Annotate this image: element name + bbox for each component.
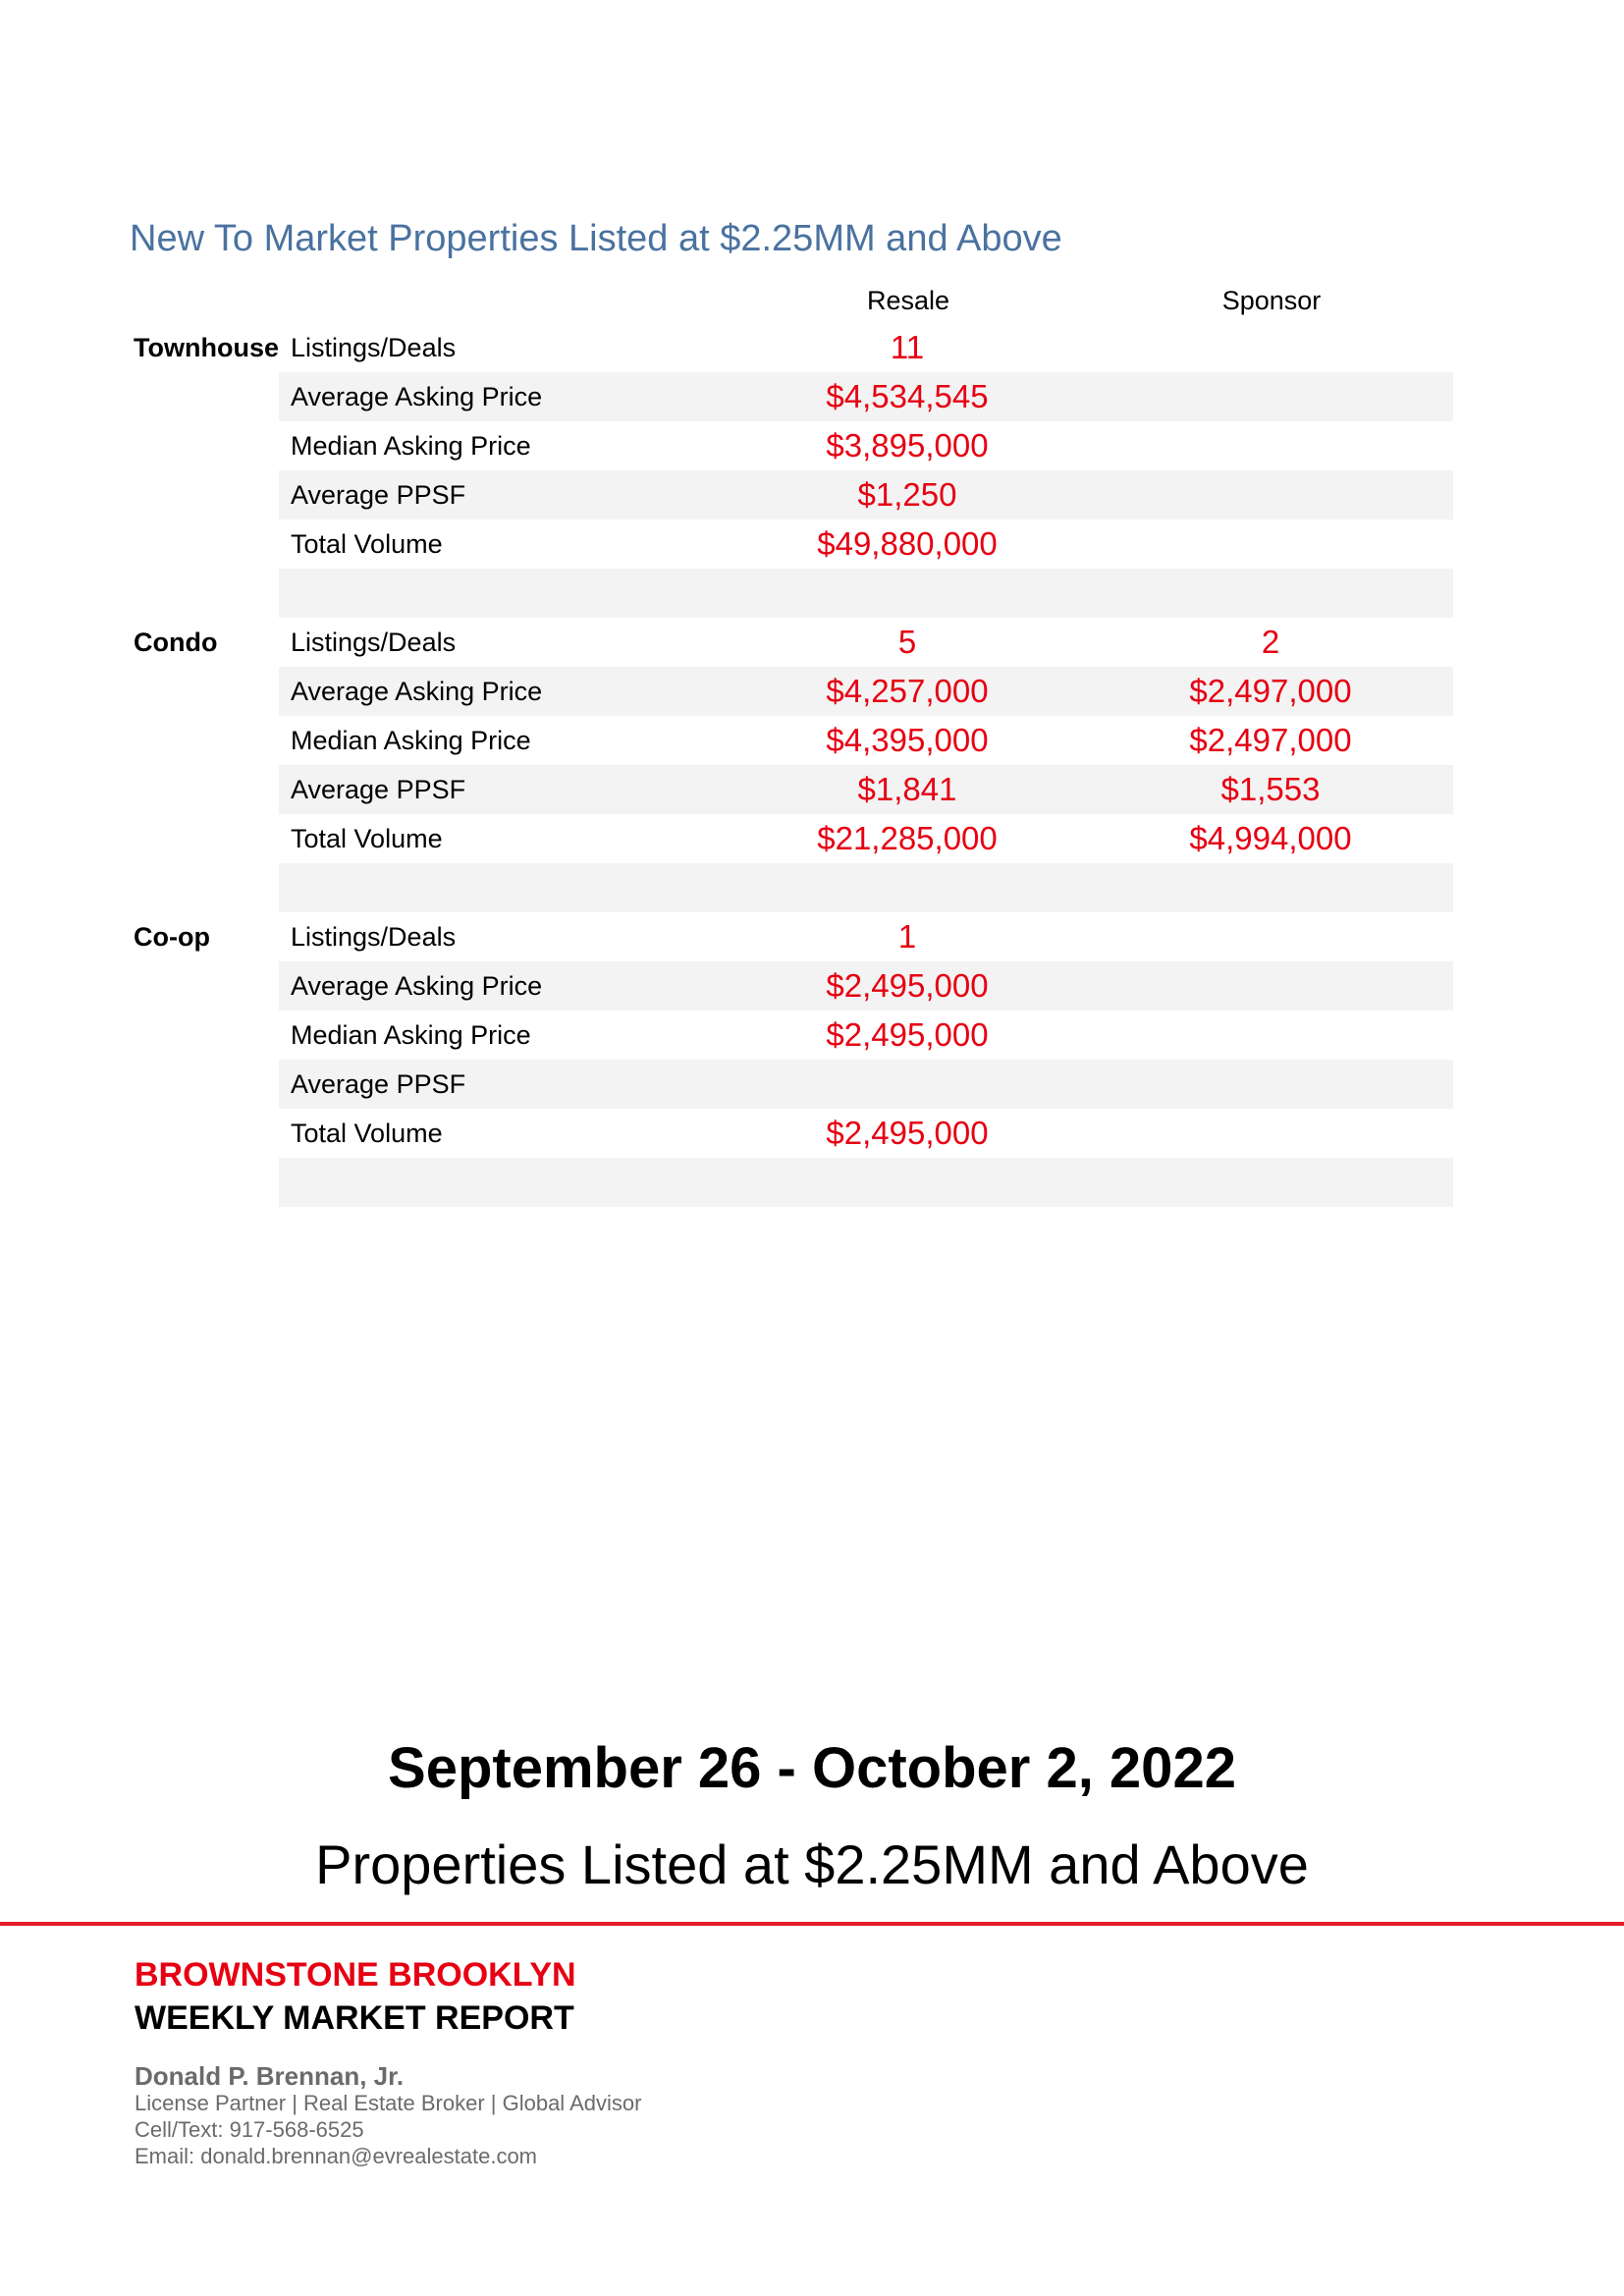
resale-value: $21,285,000 bbox=[817, 820, 998, 856]
brand-name: BROWNSTONE BROOKLYN bbox=[135, 1956, 576, 1994]
agent-email: Email: donald.brennan@evrealestate.com bbox=[135, 2144, 538, 2168]
row-label: Median Asking Price bbox=[291, 1020, 531, 1050]
row-label: Average PPSF bbox=[291, 480, 466, 510]
resale-value: $4,395,000 bbox=[826, 722, 989, 758]
category-label-coop: Co-op bbox=[134, 922, 210, 952]
row-label: Average PPSF bbox=[291, 775, 466, 804]
report-subtitle: Properties Listed at $2.25MM and Above bbox=[315, 1833, 1309, 1895]
row-label: Average Asking Price bbox=[291, 677, 543, 706]
sponsor-value: 2 bbox=[1261, 624, 1280, 660]
resale-value: $49,880,000 bbox=[817, 525, 998, 562]
resale-value: 5 bbox=[897, 624, 917, 660]
resale-value: $1,250 bbox=[857, 476, 957, 513]
row-band bbox=[279, 863, 1453, 912]
row-label: Listings/Deals bbox=[291, 922, 457, 952]
sponsor-value: $4,994,000 bbox=[1189, 820, 1352, 856]
row-label: Listings/Deals bbox=[291, 333, 457, 362]
resale-value: $4,534,545 bbox=[826, 378, 989, 414]
report-table-title: New To Market Properties Listed at $2.25MM and Above bbox=[130, 218, 1062, 259]
row-band bbox=[279, 1158, 1453, 1207]
resale-value: $2,495,000 bbox=[826, 967, 989, 1004]
row-label: Total Volume bbox=[291, 529, 443, 559]
resale-value: $4,257,000 bbox=[826, 673, 989, 709]
sponsor-value: $1,553 bbox=[1220, 771, 1321, 807]
agent-phone: Cell/Text: 917-568-6525 bbox=[135, 2117, 364, 2142]
row-label: Total Volume bbox=[291, 824, 443, 853]
row-band bbox=[279, 569, 1453, 618]
row-label: Average PPSF bbox=[291, 1069, 466, 1099]
resale-value: $1,841 bbox=[857, 771, 957, 807]
resale-value: $2,495,000 bbox=[826, 1115, 989, 1151]
row-label: Average Asking Price bbox=[291, 382, 543, 411]
row-label: Listings/Deals bbox=[291, 628, 457, 657]
agent-title: License Partner | Real Estate Broker | Global Advisor bbox=[135, 2091, 642, 2115]
row-label: Median Asking Price bbox=[291, 726, 531, 755]
column-header-sponsor: Sponsor bbox=[1221, 286, 1322, 315]
sponsor-value: $2,497,000 bbox=[1189, 722, 1352, 758]
resale-value: 11 bbox=[890, 329, 925, 365]
row-label: Total Volume bbox=[291, 1119, 443, 1148]
resale-value: 1 bbox=[897, 918, 917, 955]
resale-value: $3,895,000 bbox=[826, 427, 989, 464]
report-date-range: September 26 - October 2, 2022 bbox=[388, 1736, 1236, 1800]
sponsor-value: $2,497,000 bbox=[1189, 673, 1352, 709]
row-label: Average Asking Price bbox=[291, 971, 543, 1001]
footer-divider bbox=[0, 1922, 1624, 1926]
resale-value: $2,495,000 bbox=[826, 1016, 989, 1053]
brand-report-name: WEEKLY MARKET REPORT bbox=[135, 1999, 574, 2037]
row-label: Median Asking Price bbox=[291, 431, 531, 461]
category-label-townhouse: Townhouse bbox=[134, 333, 279, 362]
category-label-condo: Condo bbox=[134, 628, 218, 657]
column-header-resale: Resale bbox=[866, 286, 950, 315]
agent-name: Donald P. Brennan, Jr. bbox=[135, 2061, 405, 2091]
